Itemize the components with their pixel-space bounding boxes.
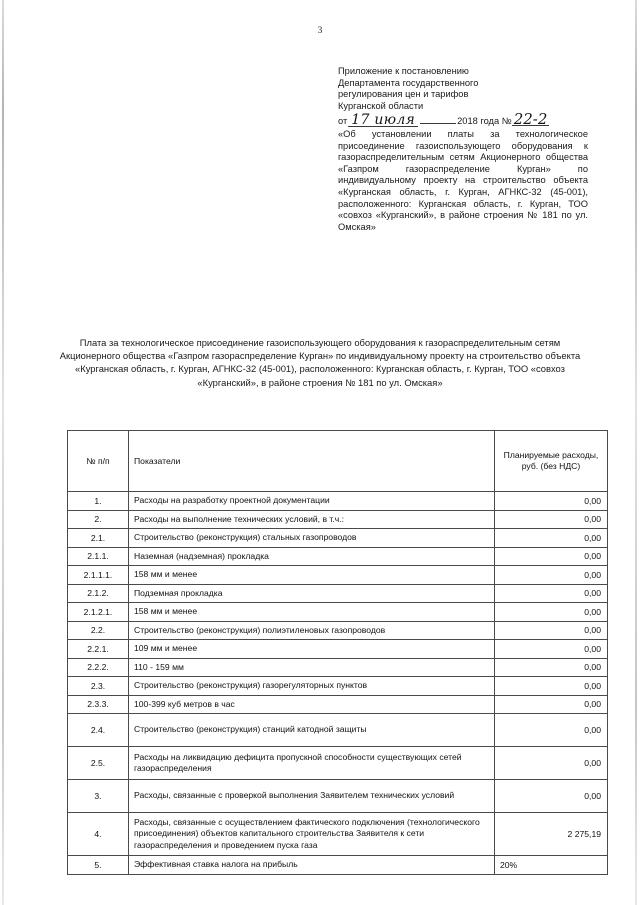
table-row [68,492,608,511]
table-row [68,566,608,585]
cell-indicator-name: 158 мм и менее [129,603,495,622]
cost-table-body [68,492,608,875]
table-row [68,547,608,566]
header-cell-planned-costs: Планируемые расходы, руб. (без НДС) [495,431,608,492]
approval-header-block [338,66,588,233]
table-row [68,695,608,714]
table-row [68,780,608,813]
document-title: Плата за технологическое присоединение газоиспользующего оборудования к газораспределительным сетям Акционерного общества «Газпром газораспределение Курган» по индивидуальному проекту на строительство объекта «Курганская область, г. Курган, АГНКС-32 (45-001), расположенного: Курганская область, г. Курган, ТОО «совхоз «Курганский», в районе строения № 181 по ул. Омская» [59,337,581,388]
table-row [68,677,608,696]
cell-planned-cost: 0,00 [495,510,608,529]
table-row [68,603,608,622]
table-row [68,584,608,603]
table-row [68,529,608,548]
header-line-1: Приложение к постановлению [338,66,469,76]
table-row [68,510,608,529]
cell-row-number: 5. [68,856,129,875]
date-prefix-label: от [338,116,348,127]
cell-planned-cost: 0,00 [495,747,608,780]
cell-indicator-name: Расходы на разработку проектной документации [129,492,495,511]
cell-row-number: 2.3.3. [68,695,129,714]
cell-indicator-name: Строительство (реконструкция) газорегуляторных пунктов [129,677,495,696]
table-row [68,747,608,780]
cell-row-number: 2.2. [68,621,129,640]
cell-row-number: 1. [68,492,129,511]
cell-planned-cost: 0,00 [495,780,608,813]
cell-row-number: 2. [68,510,129,529]
cell-planned-cost: 0,00 [495,529,608,548]
table-header-row [68,431,608,492]
cell-row-number: 2.1.2. [68,584,129,603]
approval-date-line [338,110,588,129]
cell-planned-cost: 0,00 [495,640,608,659]
cell-indicator-name: Наземная (надземная) прокладка [129,547,495,566]
header-line-2: Департамента государственного [338,77,479,88]
cell-row-number: 2.3. [68,677,129,696]
cell-indicator-name: 110 - 159 мм [129,658,495,677]
cell-row-number: 2.1.1. [68,547,129,566]
table-row [68,714,608,747]
date-year-label: 2018 года № [457,116,512,127]
cell-planned-cost: 2 275,19 [495,813,608,856]
cell-row-number: 2.4. [68,714,129,747]
header-line-4: Курганской области [338,100,424,111]
cell-indicator-name: Расходы, связанные с осуществлением фактического подключения (технологического присоединения) объектов капитального строительства Заявителя к сети газораспределения и проведением пуска газа [129,813,495,856]
scan-edge-right [635,0,637,905]
header-cell-indicator: Показатели [129,431,495,492]
table-row [68,856,608,875]
cell-row-number: 2.2.1. [68,640,129,659]
cell-indicator-name: 100-399 куб метров в час [129,695,495,714]
table-row [68,658,608,677]
cell-indicator-name: Расходы, связанные с проверкой выполнения Заявителем технических условий [129,780,495,813]
cell-planned-cost: 0,00 [495,695,608,714]
cell-planned-cost: 0,00 [495,566,608,585]
table-row [68,621,608,640]
cost-table-head [68,431,608,492]
scan-edge-left [2,0,4,905]
cell-planned-cost: 0,00 [495,603,608,622]
cell-row-number: 2.2.2. [68,658,129,677]
header-subject-paragraph: «Об установлении платы за технологическое присоединение газоиспользующего оборудования к газораспределительным сетям Акционерного общества «Газпром газораспределение Курган» по индивидуальному проекту на строительство объекта «Курганская область, г. Курган, АГНКС-32 (45-001), расположенного: Курганская область, г. Курган, ТОО «совхоз «Курганский», в районе строения № 181 по ул. Омская» [338,128,588,232]
cell-indicator-name: 158 мм и менее [129,566,495,585]
cell-indicator-name: 109 мм и менее [129,640,495,659]
cell-row-number: 2.1.2.1. [68,603,129,622]
cell-row-number: 2.1.1.1. [68,566,129,585]
cell-planned-cost: 0,00 [495,547,608,566]
cell-row-number: 3. [68,780,129,813]
cost-table [67,430,608,875]
cell-row-number: 2.5. [68,747,129,780]
header-cell-number: № п/п [68,431,129,492]
cell-planned-cost: 0,00 [495,492,608,511]
cell-indicator-name: Расходы на ликвидацию дефицита пропускной способности существующих сетей газораспределения [129,747,495,780]
cell-indicator-name: Строительство (реконструкция) станций катодной защиты [129,714,495,747]
handwritten-date-value: 17 июля [348,114,418,127]
cell-row-number: 4. [68,813,129,856]
table-row [68,813,608,856]
cell-indicator-name: Строительство (реконструкция) стальных газопроводов [129,529,495,548]
handwritten-document-number: 22-2 [513,110,548,129]
table-row [68,640,608,659]
cell-indicator-name: Строительство (реконструкция) полиэтиленовых газопроводов [129,621,495,640]
cell-planned-cost: 0,00 [495,621,608,640]
cell-planned-cost: 20% [495,856,608,875]
cell-row-number: 2.1. [68,529,129,548]
cell-planned-cost: 0,00 [495,584,608,603]
cell-indicator-name: Эффективная ставка налога на прибыль [129,856,495,875]
cell-planned-cost: 0,00 [495,714,608,747]
cost-table-container [67,430,601,875]
date-blank-line [420,123,456,124]
cell-indicator-name: Подземная прокладка [129,584,495,603]
cell-planned-cost: 0,00 [495,658,608,677]
header-line-3: регулирования цен и тарифов [338,89,469,100]
cell-planned-cost: 0,00 [495,677,608,696]
page-number: 3 [317,26,323,36]
cell-indicator-name: Расходы на выполнение технических условий, в т.ч.: [129,510,495,529]
